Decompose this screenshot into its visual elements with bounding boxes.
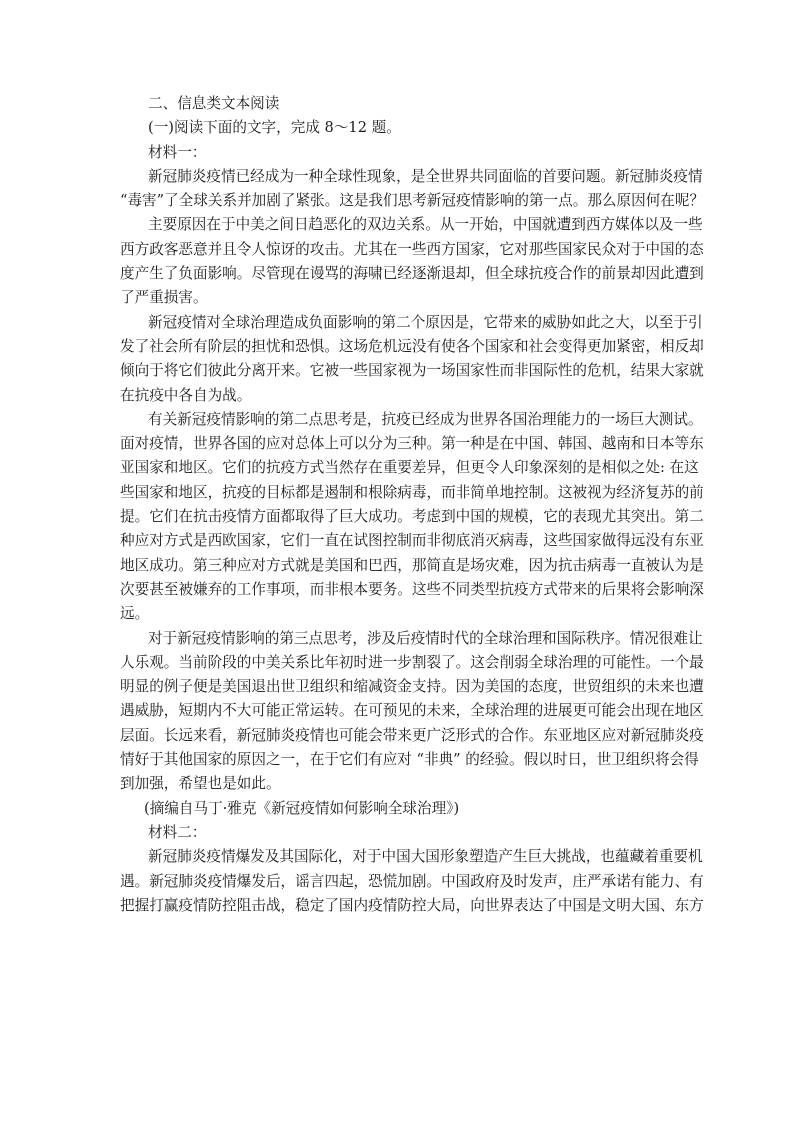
paragraph-line: 提。它们在抗击疫情方面都取得了巨大成功。考虑到中国的规模，它的表现尤其突出。第二 — [120, 508, 704, 526]
paragraph-line: 到加强，希望也是如此。 — [120, 775, 281, 793]
paragraph-line: 地区成功。第三种应对方式就是美国和巴西，那简直是场灾难，因为抗击病毒一直被认为是 — [120, 556, 704, 574]
document-page — [120, 92, 705, 918]
paragraph-line: 在抗疫中各自为战。 — [120, 386, 252, 404]
source-citation: (摘编自马丁·雅克《新冠疫情如何影响全球治理》) — [144, 799, 460, 817]
paragraph-line: 新冠疫情对全球治理造成负面影响的第二个原因是，它带来的威胁如此之大，以至于引 — [148, 313, 703, 331]
paragraph-line: 有关新冠疫情影响的第二点思考是，抗疫已经成为世界各国治理能力的一场巨大测试。 — [148, 410, 703, 428]
paragraph-line: 主要原因在于中美之间日趋恶化的双边关系。从一开始，中国就遭到西方媒体以及一些 — [148, 216, 703, 234]
paragraph-line: 度产生了负面影响。尽管现在谩骂的海啸已经逐渐退却，但全球抗疫合作的前景却因此遭到 — [120, 265, 704, 283]
paragraph-line: 明显的例子便是美国退出世卫组织和缩减资金支持。因为美国的态度，世贸组织的未来也遭 — [120, 678, 704, 696]
paragraph-line: 人乐观。当前阶段的中美关系比年初时进一步割裂了。这会削弱全球治理的可能性。一个最 — [120, 653, 704, 671]
section-title: 二、信息类文本阅读 — [148, 95, 280, 112]
paragraph-line: 次要甚至被嫌弃的工作事项，而非根本要务。这些不同类型抗疫方式带来的后果将会影响深 — [120, 580, 704, 598]
paragraph-line: 把握打赢疫情防控阻击战，稳定了国内疫情防控大局，向世界表达了中国是文明大国、东方 — [120, 896, 704, 914]
paragraph-line: 种应对方式是西欧国家，它们一直在试图控制而非彻底消灭病毒，这些国家做得远没有东亚 — [120, 532, 704, 550]
paragraph-line: 面对疫情，世界各国的应对总体上可以分为三种。第一种是在中国、韩国、越南和日本等东 — [120, 435, 704, 453]
material1-label: 材料一： — [148, 143, 207, 161]
paragraph-line: 倾向于将它们彼此分离开来。它被一些国家视为一场国家性而非国际性的危机，结果大家就 — [120, 362, 704, 380]
paragraph-line: 了严重损害。 — [120, 289, 208, 307]
paragraph-line: 遇威胁，短期内不大可能正常运转。在可预见的未来，全球治理的进展更可能会出现在地区 — [120, 702, 704, 720]
paragraph-line: 新冠肺炎疫情爆发及其国际化，对于中国大国形象塑造产生巨大挑战，也蕴藏着重要机 — [148, 848, 703, 866]
paragraph-line: 对于新冠疫情影响的第三点思考，涉及后疫情时代的全球治理和国际秩序。情况很难让 — [148, 629, 703, 647]
paragraph-line: 远。 — [120, 605, 150, 623]
paragraph-line: 情好于其他国家的原因之一，在于它们有应对 “非典” 的经验。假以时日，世卫组织将会得 — [120, 751, 699, 769]
paragraph-line: “毒害”了全球关系并加剧了紧张。这是我们思考新冠疫情影响的第一点。那么原因何在呢？ — [120, 192, 705, 210]
paragraph-line: 些国家和地区，抗疫的目标都是遏制和根除病毒，而非简单地控制。这被视为经济复苏的前 — [120, 483, 704, 501]
paragraph-line: 层面。长远来看，新冠肺炎疫情也可能会带来更广泛形式的合作。东亚地区应对新冠肺炎疫 — [120, 726, 704, 744]
paragraph-line: 遇。新冠肺炎疫情爆发后，谣言四起，恐慌加剧。中国政府及时发声，庄严承诺有能力、有 — [120, 872, 704, 890]
paragraph-line: 亚国家和地区。它们的抗疫方式当然存在重要差异，但更令人印象深刻的是相似之处: 在这 — [120, 459, 699, 477]
paragraph-line: 发了社会所有阶层的担忧和恐惧。这场危机远没有使各个国家和社会变得更加紧密，相反却 — [120, 337, 704, 355]
paragraph-line: 新冠肺炎疫情已经成为一种全球性现象，是全世界共同面临的首要问题。新冠肺炎疫情 — [148, 167, 703, 185]
instruction: (一)阅读下面的文字，完成 8～12 题。 — [148, 119, 401, 137]
material2-label: 材料二： — [148, 823, 207, 841]
paragraph-line: 西方政客恶意并且令人惊讶的攻击。尤其在一些西方国家，它对那些国家民众对于中国的态 — [120, 240, 704, 258]
